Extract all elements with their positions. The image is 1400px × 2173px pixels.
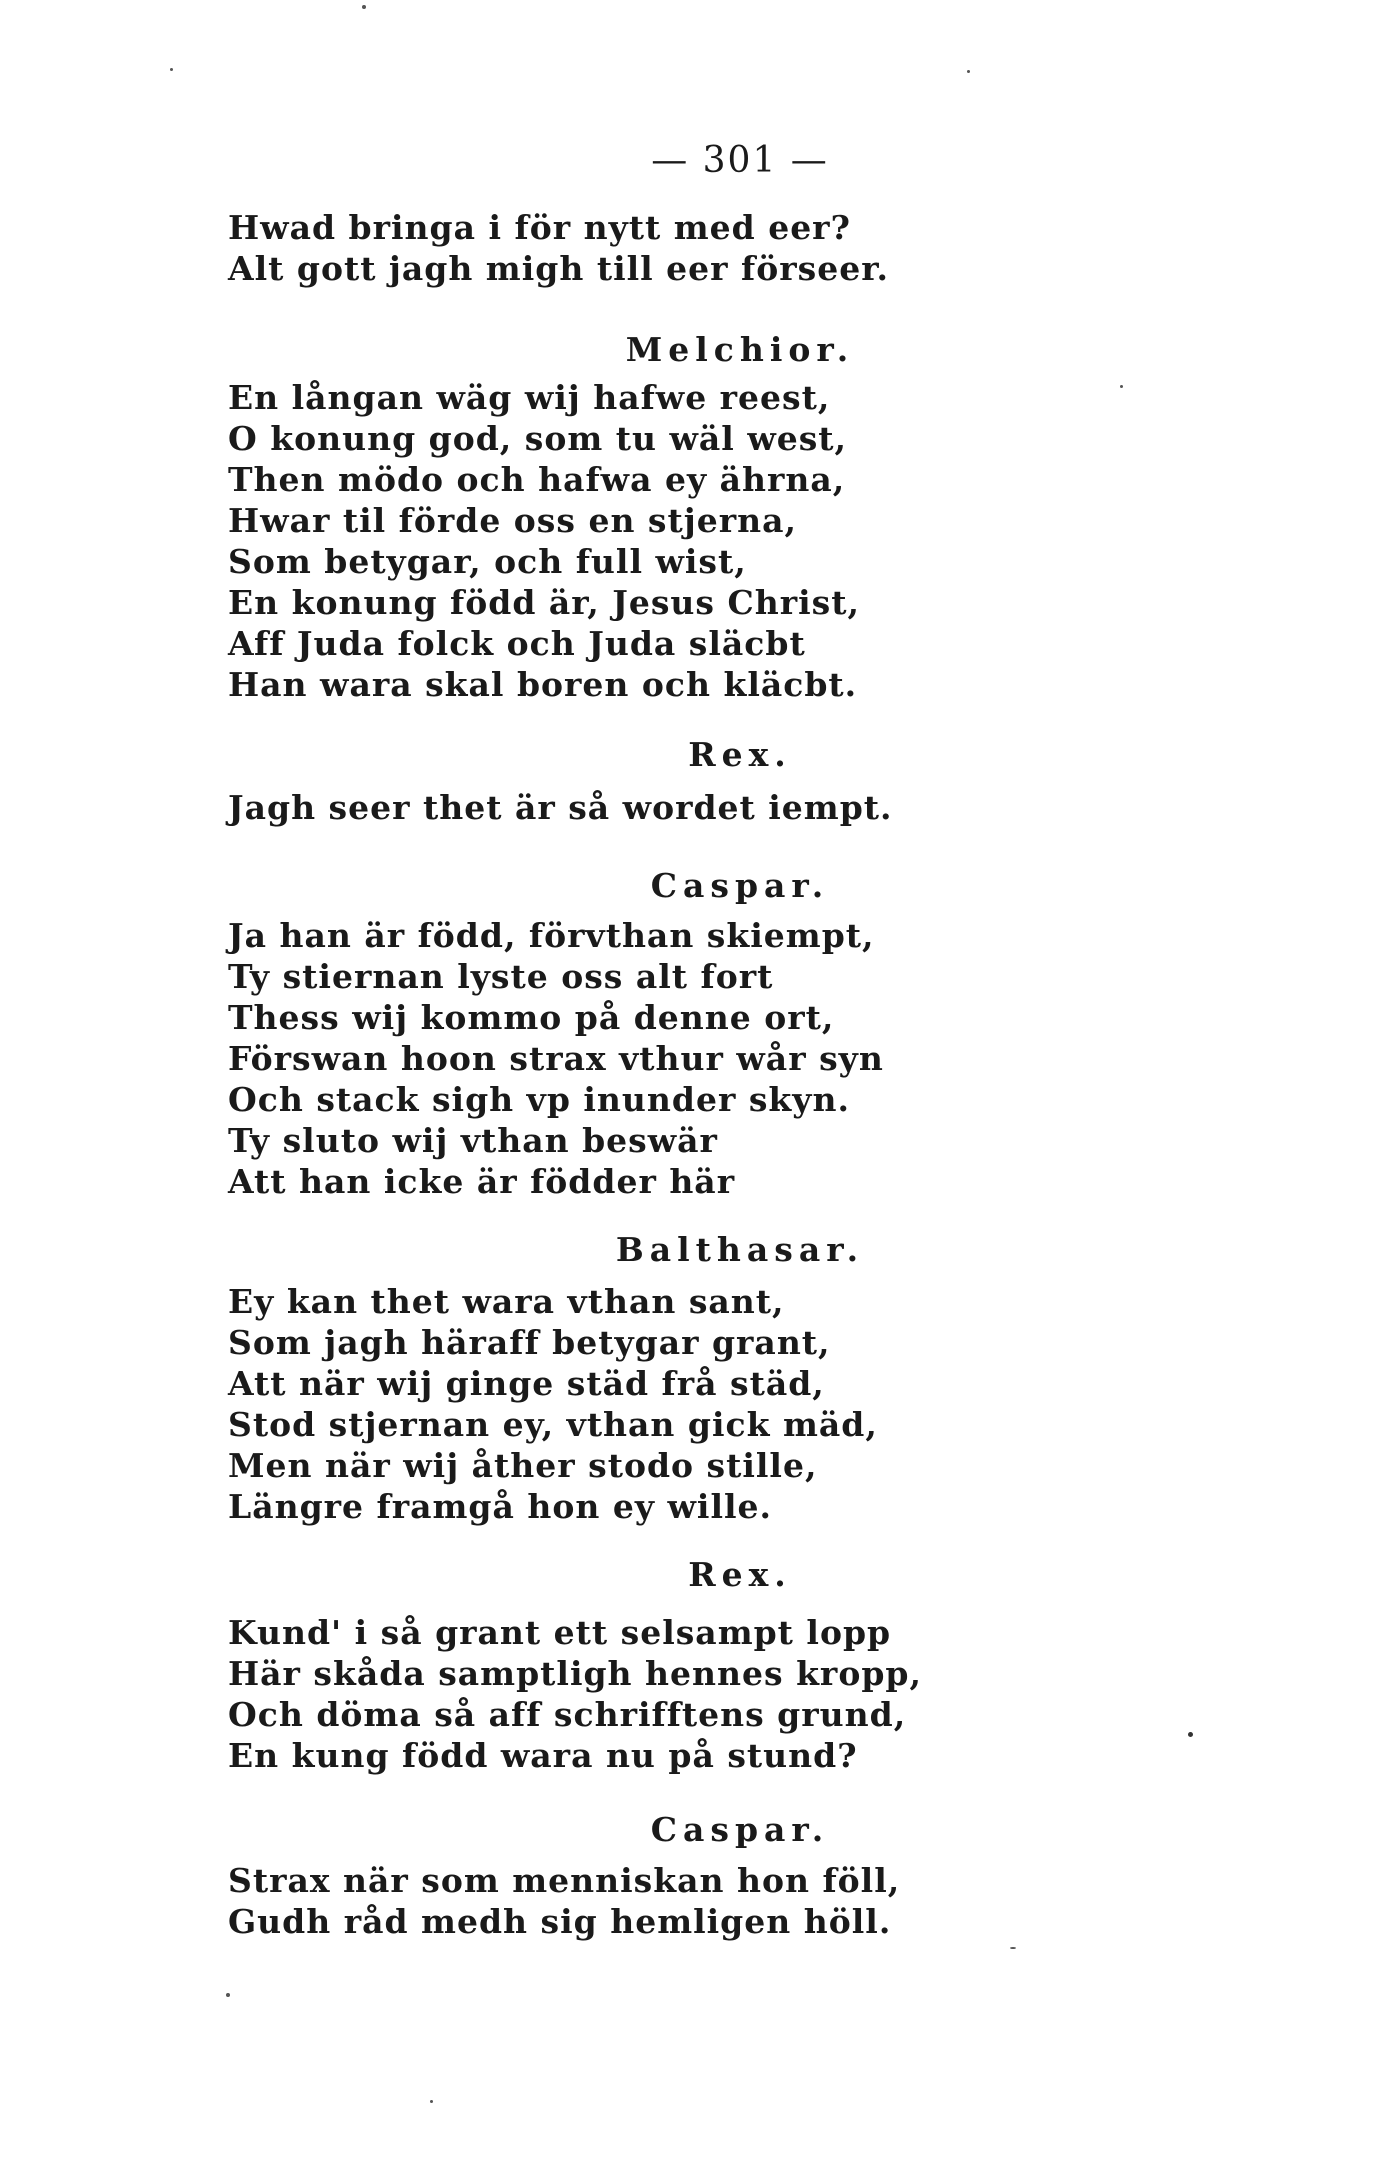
verse-line: En konung född är, Jesus Christ, (228, 583, 860, 622)
verse-line: Som jagh häraff betygar grant, (228, 1323, 831, 1362)
verse-line: Han wara skal boren och kläcbt. (228, 665, 858, 704)
verse-line: Ey kan thet wara vthan sant, (228, 1282, 785, 1321)
verse-line: Ty stiernan lyste oss alt fort (228, 957, 774, 996)
scan-speck (362, 5, 366, 9)
scan-speck (1188, 1732, 1193, 1737)
verse-line: Thess wij kommo på denne ort, (228, 998, 835, 1037)
scan-speck (1120, 385, 1123, 388)
verse-line: Strax när som menniskan hon föll, (228, 1861, 901, 1900)
scan-speck (226, 1993, 230, 1997)
verse-line: Gudh råd medh sig hemligen höll. (228, 1902, 892, 1941)
verse-line: Och döma så aff schrifftens grund, (228, 1695, 907, 1734)
verse-line: Men när wij åther stodo stille, (228, 1446, 818, 1485)
verse-line: Aff Juda folck och Juda släcbt (228, 624, 806, 663)
scan-speck (967, 70, 970, 73)
verse-line: Hwad bringa i för nytt med eer? (228, 208, 851, 247)
verse-line: Som betygar, och full wist, (228, 542, 747, 581)
speech-block (228, 1612, 1228, 1776)
speaker-heading: Melchior. (625, 330, 855, 369)
speech-block (228, 1281, 1228, 1527)
verse-line: Then mödo och hafwa ey ährna, (228, 460, 846, 499)
speaker-heading: Rex. (688, 735, 792, 774)
verse-line: Jagh seer thet är så wordet iempt. (228, 788, 893, 827)
verse-line: Stod stjernan ey, vthan gick mäd, (228, 1405, 878, 1444)
verse-line: Förswan hoon strax vthur wår syn (228, 1039, 884, 1078)
verse-line: Alt gott jagh migh till eer förseer. (228, 249, 890, 288)
speaker-heading: Caspar. (650, 1810, 830, 1849)
verse-line: Att när wij ginge städ frå städ, (228, 1364, 825, 1403)
verse-line: Hwar til förde oss en stjerna, (228, 501, 797, 540)
verse-line: Ty sluto wij vthan beswär (228, 1121, 718, 1160)
scan-speck (1010, 1947, 1016, 1949)
verse-line: Att han icke är födder här (228, 1162, 736, 1201)
speech-block (228, 377, 1228, 705)
speaker-heading: Caspar. (650, 866, 830, 905)
speaker-heading: Rex. (688, 1555, 792, 1594)
scan-speck (430, 2100, 433, 2103)
speech-block (228, 915, 1228, 1202)
verse-line: Här skåda samptligh hennes kropp, (228, 1654, 922, 1693)
speech-block (228, 787, 1228, 828)
opening-lines (228, 207, 1228, 289)
verse-line: Och stack sigh vp inunder skyn. (228, 1080, 850, 1119)
verse-line: Längre framgå hon ey wille. (228, 1487, 772, 1526)
page-number: — 301 — (651, 140, 829, 181)
speech-block (228, 1860, 1228, 1942)
verse-line: En långan wäg wij hafwe reest, (228, 378, 831, 417)
speaker-heading: Balthasar. (615, 1230, 865, 1269)
verse-line: O konung god, som tu wäl west, (228, 419, 848, 458)
verse-line: Ja han är född, förvthan skiempt, (228, 916, 875, 955)
scan-speck (170, 68, 173, 71)
verse-line: Kund' i så grant ett selsampt lopp (228, 1613, 892, 1652)
verse-line: En kung född wara nu på stund? (228, 1736, 858, 1775)
